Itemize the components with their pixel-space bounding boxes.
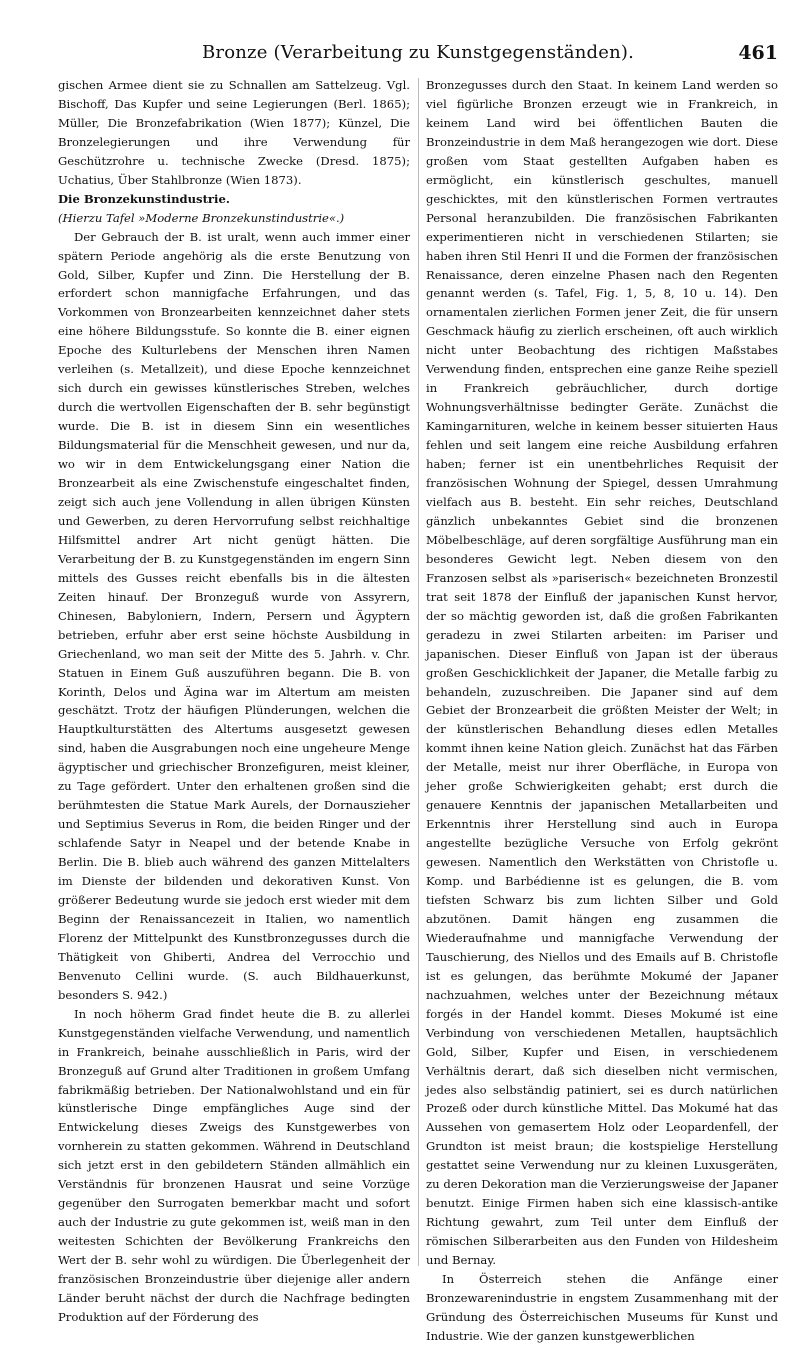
paragraph: Der Gebrauch der B. ist uralt, wenn auch immer einer spätern Periode angehörig als die erste Benutzung von Gold, Silber, Kupfer und Zinn. Die Herstellung der B. erfordert schon mannigfache Erfahrungen, und das Vorkommen von Bronzearbeiten kennzeichnet daher stets eine höhere Bildungsstufe. So konnte die B. einer eignen Epoche des Kulturlebens der Menschen ihren Namen verleihen (s. Metallzeit), und diese Epoche kennzeichnet sich durch ein gewisses künstlerisches Streben, welches durch die wertvollen Eigenschaften der B. sehr begünstigt wurde. Die B. ist in diesem Sinn ein wesentliches Bildungsmaterial für die Menschheit gewesen, und nur da, wo wir in dem Entwickelungsgang einer Nation die Bronzearbeit als eine Zwischenstufe eingeschaltet finden, zeigt sich auch jene Vollendung in allen übrigen Künsten und Gewerben, zu deren Hervorrufung selbst reichhaltige Hilfsmittel andrer Art nicht genügt hätten. Die Verarbeitung der B. zu Kunstgegenständen im engern Sinn mittels des Gusses reicht ebenfalls bis in die ältesten Zeiten hinauf. Der Bronzeguß wurde von Assyrern, Chinesen, Babyloniern, Indern, Persern und Ägyptern betrieben, erfuhr aber erst seine höchste Ausbildung in Griechenland, wo man seit der Mitte des 5. Jahrh. v. Chr. Statuen in Einem Guß auszuführen begann. Die B. von Korinth, Delos und Ägina war im Altertum am meisten geschätzt. Trotz der häufigen Plünderungen, welchen die Hauptkulturstätten des Altertums ausgesetzt gewesen sind, haben die Ausgrabungen noch eine ungeheure Menge ägyptischer und griechischer Bronzefiguren, meist kleiner, zu Tage gefördert. Unter den erhaltenen großen sind die berühmtesten die Statue Mark Aurels, der Dornauszieher und Septimius Severus in Rom, die beiden Ringer und der schlafende Satyr in Neapel und der betende Knabe in Berlin. Die B. blieb auch während des ganzen Mittelalters im Dienste der bildenden und dekorativen Kunst. Von größerer Bedeutung wurde sie jedoch erst wieder mit dem Beginn der Renaissancezeit in Italien, wo namentlich Florenz der Mittelpunkt des Kunstbronzegusses durch die Thätigkeit von Ghiberti, Andrea del Verrocchio und Benvenuto Cellini wurde. (S. auch Bildhauerkunst, besonders S. 942.): [58, 229, 410, 1002]
running-title: Bronze (Verarbeitung zu Kunstgegenständen).: [201, 42, 635, 63]
page-number: 461: [738, 42, 778, 64]
page-header: [58, 42, 778, 72]
paragraph: Bronzegusses durch den Staat. In keinem Land werden so viel figürliche Bronzen erzeugt wie in Frankreich, in keinem Land wird bei öffentlichen Bauten die Bronzeindustrie in dem Maß herangezogen wie dort. Diese großen vom Staat gestellten Aufgaben haben es ermöglicht, ein künstlerisch geschultes, manuell geschicktes, mit den künstlerischen Formen vertrautes Personal heranzubilden. Die französischen Fabrikanten experimentieren nicht in verschiedenen Stilarten; sie haben ihren Stil Henri II und die Formen der französischen Renaissance, deren einzelne Phasen nach den Regenten genannt werden (s. Tafel, Fig. 1, 5, 8, 10 u. 14). Den ornamentalen zierlichen Formen jener Zeit, die für unsern Geschmack häufig zu zierlich erscheinen, oft auch wirklich nicht unter Beobachtung des richtigen Maßstabes Verwendung finden, entsprechen eine ganze Reihe speziell in Frankreich gebräuchlicher, durch dortige Wohnungsverhältnisse bedingter Geräte. Zunächst die Kamingarnituren, welche in keinem besser situierten Haus fehlen und seit langem eine reiche Ausbildung erfahren haben; ferner ist ein unentbehrliches Requisit der französischen Wohnung der Spiegel, dessen Umrahmung vielfach aus B. besteht. Ein sehr reiches, Deutschland gänzlich unbekanntes Gebiet sind die bronzenen Möbelbeschläge, auf deren sorgfältige Ausführung man ein besonderes Gewicht legt. Neben diesem von den Franzosen selbst als »pariserisch« bezeichneten Bronzestil trat seit 1878 der Einfluß der japanischen Kunst hervor, der so mächtig geworden ist, daß die großen Fabrikanten geradezu in zwei Stilarten arbeiten: im Pariser und japanischen. Dieser Einfluß von Japan ist der überaus großen Geschicklichkeit der Japaner, die Metalle farbig zu behandeln, zuzuschreiben. Die Japaner sind auf dem Gebiet der Bronzearbeit die größten Meister der Welt; in der künstlerischen Behandlung dieses edlen Metalles kommt ihnen keine Nation gleich. Zunächst hat das Färben der Metalle, meist nur ihrer Oberfläche, in Europa von jeher große Schwierigkeiten gehabt; erst durch die genauere Kenntnis der japanischen Metallarbeiten und Erkenntnis ihrer Herstellung sind auch in Europa angestellte bezügliche Versuche von Erfolg gekrönt gewesen. Namentlich den Werkstätten von Christofle u. Komp. und Barbédienne ist es gelungen, die B. vom tiefsten Schwarz bis zum lichten Silber und Gold abzutönen. Damit hängen eng zusammen die Wiederaufnahme und mannigfache Verwendung der Tauschierung, des Niellos und des Emails auf B. Christofle ist es gelungen, das berühmte Mokumé der Japaner nachzuahmen, welches unter der Bezeichnung métaux forgés in der Handel kommt. Dieses Mokumé ist eine Verbindung von verschiedenen Metallen, hauptsächlich Gold, Silber, Kupfer und Eisen, in verschiedenem Verhältnis derart, daß sich dieselben nicht vermischen, jedes also selbständig patiniert, sei es durch natürlichen Prozeß oder durch künstliche Mittel. Das Mokumé hat das Aussehen von gemasertem Holz oder Leopardenfell, der Grundton ist meist braun; die kostspielige Herstellung gestattet seine Verwendung nur zu kleinen Luxusgeräten, zu deren Dekoration man die Verzierungsweise der Japaner benutzt. Einige Firmen haben sich eine klassisch-antike Richtung gewahrt, zum Teil unter dem Einfluß der römischen Silberarbeiten aus den Funden von Hildesheim und Bernay.: [426, 78, 778, 1268]
left-column: [58, 76, 410, 1324]
section-note: (Hierzu Tafel »Moderne Bronzekunstindustrie«.): [58, 210, 345, 225]
paragraph: gischen Armee dient sie zu Schnallen am Sattelzeug. Vgl. Bischoff, Das Kupfer und seine Legierungen (Berl. 1865); Müller, Die Bronzefabrikation (Wien 1877); Künzel, Die Bronzelegierungen und ihre Verwendung für Geschützrohre u. technische Zwecke (Dresd. 1875); Uchatius, Über Stahlbronze (Wien 1873).: [58, 78, 410, 187]
paragraph: In noch höherm Grad findet heute die B. zu allerlei Kunstgegenständen vielfache Verwendung, und namentlich in Frankreich, beinahe ausschließlich in Paris, wird der Bronzeguß auf Grund alter Traditionen in großem Umfang fabrikmäßig betrieben. Der Nationalwohlstand und ein für künstlerische Dinge empfängliches Auge sind der Entwickelung dieses Zweigs des Kunstgewerbes von vornherein zu statten gekommen. Während in Deutschland sich jetzt erst in den gebildetern Ständen allmählich ein Verständnis für bronzenen Hausrat und seine Vorzüge gegenüber den Surrogaten bemerkbar macht und sofort auch der Industrie zu gute gekommen ist, weiß man in den weitesten Schichten der Bevölkerung Frankreichs den Wert der B. sehr wohl zu würdigen. Die Überlegenheit der französischen Bronzeindustrie über diejenige aller andern Länder beruht nächst der durch die Nachfrage bedingten Produktion auf der Förderung des: [58, 1006, 410, 1324]
right-column: [426, 76, 778, 1343]
section-heading: Die Bronzekunstindustrie.: [58, 191, 230, 206]
text-columns: [58, 76, 778, 1343]
column-divider: [418, 78, 419, 1266]
paragraph: In Österreich stehen die Anfänge einer Bronzewarenindustrie in engstem Zusammenhang mit der Gründung des Österreichischen Museums für Kunst und Industrie. Wie der ganzen kunstgewerblichen: [426, 1272, 778, 1343]
